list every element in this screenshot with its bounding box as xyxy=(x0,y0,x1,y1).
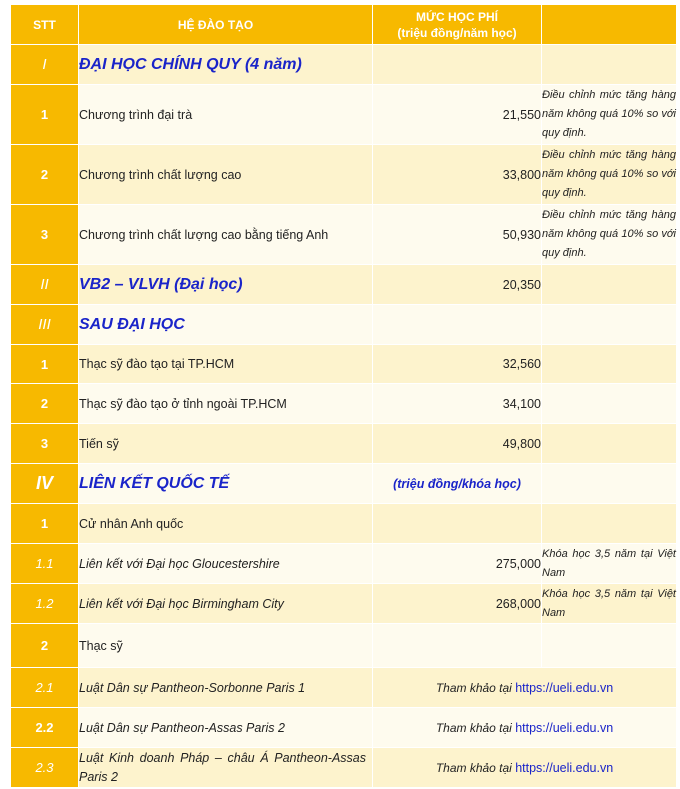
row-program: Liên kết với Đại học Gloucestershire xyxy=(79,544,373,584)
row-program: VB2 – VLVH (Đại học) xyxy=(79,265,373,305)
row-program: Luật Kinh doanh Pháp – châu Á Pantheon-Assas Paris 2 xyxy=(79,748,373,788)
row-note: Khóa học 3,5 năm tại Việt Nam xyxy=(542,544,677,584)
row-program: Chương trình chất lượng cao bằng tiếng Anh xyxy=(79,205,373,265)
section-row xyxy=(11,464,677,504)
row-program: Luật Dân sự Pantheon-Sorbonne Paris 1 xyxy=(79,668,373,708)
tuition-fee-table xyxy=(10,4,677,788)
row-fee: 34,100 xyxy=(373,384,542,424)
row-fee: 50,930 xyxy=(373,205,542,265)
row-note xyxy=(542,305,677,345)
reference-label: Tham khảo tại xyxy=(435,720,512,735)
table-row xyxy=(11,384,677,424)
row-stt: 3 xyxy=(11,424,79,464)
reference-link[interactable]: https://ueli.edu.vn xyxy=(515,680,614,695)
row-program: LIÊN KẾT QUỐC TẾ xyxy=(79,464,373,504)
header-fee-unit: (triệu đồng/năm học) xyxy=(397,25,517,40)
table-row xyxy=(11,145,677,205)
row-fee: 21,550 xyxy=(373,85,542,145)
row-note xyxy=(542,345,677,384)
row-stt: 1 xyxy=(11,504,79,544)
table-row xyxy=(11,345,677,384)
table-row xyxy=(11,668,677,708)
row-stt: 3 xyxy=(11,205,79,265)
row-stt: 1.2 xyxy=(11,584,79,624)
row-reference xyxy=(373,748,677,788)
row-note xyxy=(542,464,677,504)
reference-label: Tham khảo tại xyxy=(435,680,512,695)
row-stt: 2.2 xyxy=(11,708,79,748)
row-note xyxy=(542,265,677,305)
row-note xyxy=(542,424,677,464)
header-stt: STT xyxy=(11,5,79,45)
table-header-row xyxy=(11,5,677,45)
row-stt: IV xyxy=(11,464,79,504)
table-row xyxy=(11,205,677,265)
row-stt: 2 xyxy=(11,145,79,205)
row-fee: 49,800 xyxy=(373,424,542,464)
row-fee: 268,000 xyxy=(373,584,542,624)
row-program: Cử nhân Anh quốc xyxy=(79,504,373,544)
section-row xyxy=(11,45,677,85)
row-stt: 1 xyxy=(11,85,79,145)
row-fee: 33,800 xyxy=(373,145,542,205)
row-stt: I xyxy=(11,45,79,85)
row-note: Khóa học 3,5 năm tại Việt Nam xyxy=(542,584,677,624)
section-row xyxy=(11,265,677,305)
section-row xyxy=(11,305,677,345)
row-note xyxy=(542,45,677,85)
row-fee: 275,000 xyxy=(373,544,542,584)
row-fee-unit: (triệu đồng/khóa học) xyxy=(373,464,542,504)
row-note: Điều chỉnh mức tăng hàng năm không quá 10% so với quy định. xyxy=(542,85,677,145)
row-program: Chương trình chất lượng cao xyxy=(79,145,373,205)
row-fee: 20,350 xyxy=(373,265,542,305)
row-stt: 2 xyxy=(11,624,79,668)
row-note xyxy=(542,384,677,424)
table-row xyxy=(11,584,677,624)
row-stt: 2 xyxy=(11,384,79,424)
row-program: Thạc sỹ đào tạo tại TP.HCM xyxy=(79,345,373,384)
table-row xyxy=(11,748,677,788)
table-row xyxy=(11,624,677,668)
row-stt: 1 xyxy=(11,345,79,384)
row-stt: II xyxy=(11,265,79,305)
row-program: Luật Dân sự Pantheon-Assas Paris 2 xyxy=(79,708,373,748)
row-program: Liên kết với Đại học Birmingham City xyxy=(79,584,373,624)
table-row xyxy=(11,504,677,544)
row-fee xyxy=(373,624,542,668)
header-program: HỆ ĐÀO TẠO xyxy=(79,5,373,45)
header-fee-label: MỨC HỌC PHÍ xyxy=(416,9,498,24)
row-reference xyxy=(373,708,677,748)
reference-link[interactable]: https://ueli.edu.vn xyxy=(515,720,614,735)
row-program: ĐẠI HỌC CHÍNH QUY (4 năm) xyxy=(79,45,373,85)
row-stt: III xyxy=(11,305,79,345)
row-note xyxy=(542,624,677,668)
row-fee xyxy=(373,305,542,345)
row-reference xyxy=(373,668,677,708)
table-row xyxy=(11,544,677,584)
row-stt: 2.3 xyxy=(11,748,79,788)
reference-label: Tham khảo tại xyxy=(435,760,512,775)
row-program: Thạc sỹ đào tạo ở tỉnh ngoài TP.HCM xyxy=(79,384,373,424)
row-stt: 1.1 xyxy=(11,544,79,584)
row-program: Tiến sỹ xyxy=(79,424,373,464)
row-fee xyxy=(373,504,542,544)
table-row xyxy=(11,708,677,748)
table-row xyxy=(11,85,677,145)
row-note: Điều chỉnh mức tăng hàng năm không quá 10% so với quy định. xyxy=(542,145,677,205)
row-note: Điều chỉnh mức tăng hàng năm không quá 10% so với quy định. xyxy=(542,205,677,265)
table-row xyxy=(11,424,677,464)
row-stt: 2.1 xyxy=(11,668,79,708)
row-program: SAU ĐẠI HỌC xyxy=(79,305,373,345)
reference-link[interactable]: https://ueli.edu.vn xyxy=(515,760,614,775)
header-fee xyxy=(373,5,542,45)
row-program: Thạc sỹ xyxy=(79,624,373,668)
row-fee: 32,560 xyxy=(373,345,542,384)
row-note xyxy=(542,504,677,544)
row-program: Chương trình đại trà xyxy=(79,85,373,145)
row-fee xyxy=(373,45,542,85)
header-note xyxy=(542,5,677,45)
